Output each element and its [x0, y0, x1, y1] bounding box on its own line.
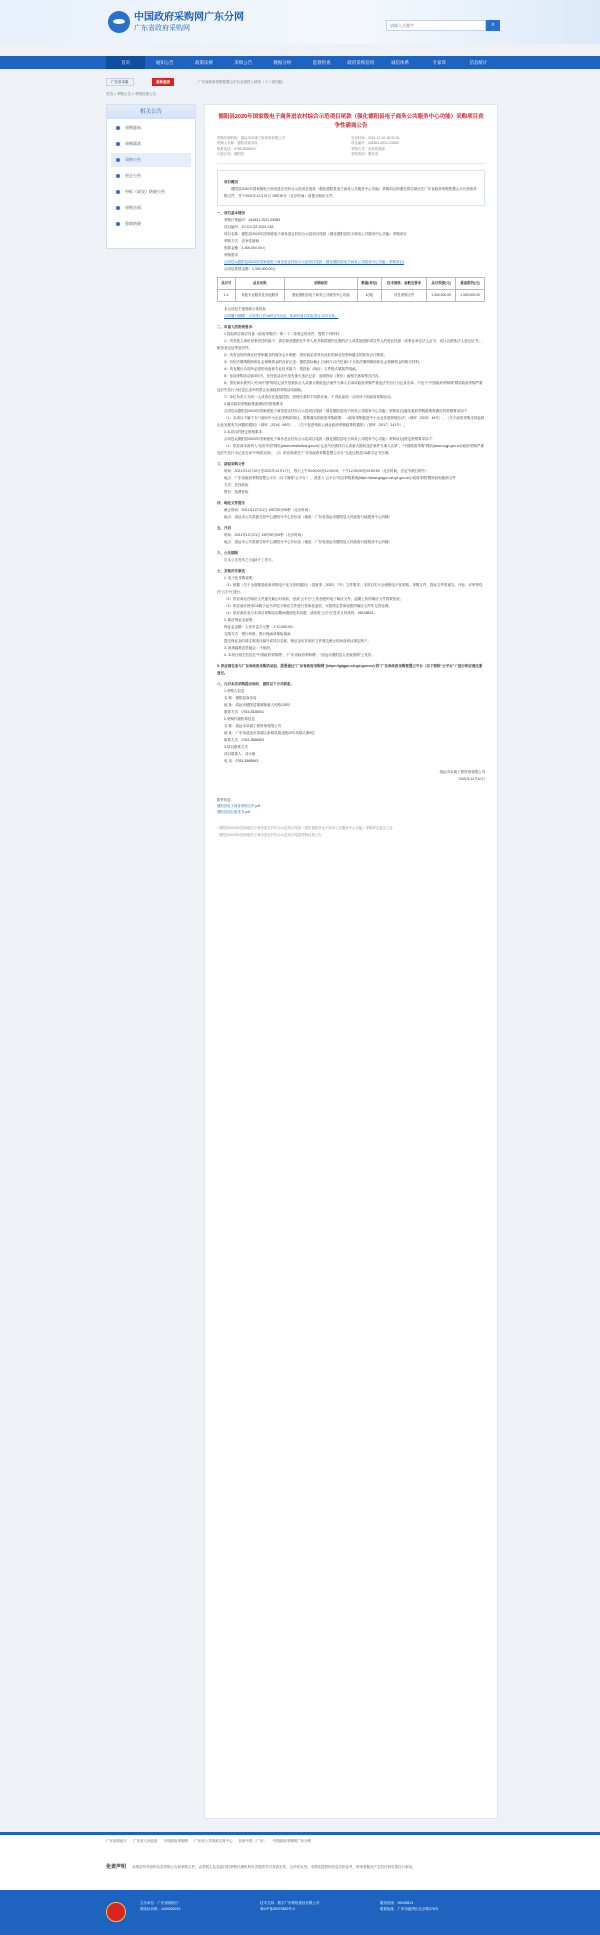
table-cell: 强化德阳县电子商务公共服务中心功能	[284, 289, 357, 301]
qualification-text: 3）有依法缴纳税收和社会保障资金的良好记录：提供投标截止日前6个月内任意1个月依法缴纳税收和社会保障资金的相关材料。	[224, 360, 423, 364]
obtain-time: 时间：2021年12月10日至2021年12月17日，每天上午00:00:00至12:00:00，下午12:00:00至23:59:59（北京时间，法定节假日除外）	[224, 469, 429, 473]
other-text: （4）供应商在参与本项目采购活动期间遇到技术问题，请致电“云平台”技术支持热线：95105813。	[224, 611, 377, 615]
site-subtitle: 广东省政府采购网	[134, 25, 190, 32]
qualification-text: 7）单位负责人为同一人或者存在直接控股、管理关系的不同供应商，不得参加同一合同项下的政府采购活动。	[224, 395, 394, 399]
footer-link[interactable]: 广东省公共资源交易中心	[194, 1839, 233, 1843]
contact-line: 联系方式：0763-8328001	[224, 710, 265, 714]
footer-link[interactable]: 信用中国（广东）	[238, 1839, 267, 1843]
other-text: 保证金金额：人民币壹万元整（￥10,000.00）	[224, 625, 296, 629]
table-cell: 1,300,000.00	[427, 289, 456, 301]
search-input[interactable]	[386, 20, 486, 31]
opening-time: 时间：2021年12月21日 15时30分00秒（北京时间）	[224, 533, 305, 537]
announcement-meta	[217, 136, 485, 158]
site-logo-icon[interactable]	[108, 11, 130, 33]
other-text: （3）供应商应使用CA数字证书对电子响应文件进行签章及加密，未按规定签章加密的响应文件作无效处理。	[224, 604, 392, 608]
table-header: 品目号	[218, 277, 236, 289]
summary-heading: 项目概况	[224, 179, 238, 184]
contact-line: 项目联系人：邓小姐	[224, 752, 256, 756]
consortium-note: 本合同包不接受联合体投标	[224, 307, 266, 311]
copyright-col	[260, 1900, 380, 1913]
qualification-text: 4）具有履行合同所必需的设备和专业技术能力：按投标（响应）文件格式填报声明函。	[224, 367, 359, 371]
related-link[interactable]: · 德阳县2020年国家级电子商务进农村综合示范项目尾款（强化德阳县电子商务公共服务中心功能）采购项目更正公告	[217, 826, 393, 831]
nav-item-supervision[interactable]: 监督检查	[312, 60, 331, 65]
headline-badge: 最新重磅	[152, 78, 174, 86]
sidebar	[106, 104, 196, 249]
nav-item-analysis[interactable]: 数据分析	[273, 60, 292, 65]
site-footer	[0, 1832, 600, 1935]
qualification-text: 6）供应商未被列入“信用中国”网站记录失信被执行人或重大税收违法案件当事人名单或政府采购严重违法失信行为记录名单；不处于“中国政府采购网”网站政府采购严重违法失信行为信息记录中的禁止参加政府采购活动期间。	[217, 381, 483, 392]
project-name: 项目名称：德阳县2020年国家级电子商务进农村综合示范项目尾款（强化德阳县电子商务公共服务中心功能）采购项目	[224, 231, 407, 236]
bullet-icon	[116, 174, 120, 178]
footer-link[interactable]: 广东省人民政府	[133, 1839, 158, 1843]
qualification-text: 合同包1(德阳县2020年国家级电子商务进农村综合示范项目尾款（强化德阳县电子商务公共服务中心功能）采购项目)落实政府采购政策需满足的资格要求如下：	[224, 409, 471, 413]
section-contacts: 八、凡对本次采购提出询问，请按以下方式联系。	[217, 682, 294, 686]
other-text: 1. 电子化采购说明：	[224, 576, 256, 580]
headline-text[interactable]: 广东省政府采购智慧云平台全面投入使用（十二项功能）	[198, 80, 286, 84]
bullet-icon	[116, 222, 120, 226]
table-cell: 其他专业服务及其他服务	[235, 289, 284, 301]
copyright-bar	[0, 1890, 600, 1935]
other-text: 3. 现场踏勘及答疑会：不组织。	[224, 646, 274, 650]
nav-item-home[interactable]: 首页	[106, 56, 145, 69]
meta-purchaser: 采购人名称：德阳县商务局	[217, 141, 258, 146]
copyright-col	[140, 1900, 260, 1913]
attachments-label: 附件信息：	[217, 798, 234, 802]
budget-amount: 预算金额：1,300,000.00元	[224, 245, 266, 250]
nav-item-experts[interactable]: 专家库	[432, 60, 446, 65]
table-header-row	[218, 277, 485, 289]
disclaimer-text: 本网站所刊登的各类采购公告和采购文件，由采购人及其委托的采购代理机构负责提供并对其真实性、合法性负责。本网站提供的信息仅供参考，使用者据此产生的任何后果自行承担。	[132, 1865, 416, 1869]
divider	[217, 163, 485, 164]
copyright-line: 主办单位：广东省财政厅	[140, 1901, 179, 1905]
requirements-label: 采购需求：	[224, 252, 242, 257]
other-text: 2. 响应保证金说明：	[224, 618, 256, 622]
table-cell: 1,300,000.00	[456, 289, 485, 301]
contact-line: 3.项目联系方式	[224, 745, 248, 749]
section-opening: 五、开启	[217, 526, 231, 530]
footer-link[interactable]: 中国政府采购网广东分网	[272, 1839, 311, 1843]
copyright-line: 技术支持：数字广东网络建设有限公司	[260, 1901, 320, 1905]
summary-text: 德阳县2020年国家级电子商务进农村综合示范项目尾款（强化德阳县电子商务公共服务中心功能）采购项目的潜在供应商应在广东省政府采购智慧云平台获取采购文件，并于2021年12月21日 15时30分（北京时间）前提交响应文件。	[224, 186, 477, 198]
procurement-method: 采购方式：竞争性磋商	[224, 238, 259, 243]
qualification-text: 1）具有独立承担民事责任的能力：供应商须提供在中华人民共和国境内注册的法人或其他组织或自然人的营业执照（或事业单位法人证书，或社会团体法人登记证书）、税务登记证等复印件。	[217, 339, 485, 350]
qualification-text: 1.投标供应商应具备《政府采购法》第二十二条规定的条件，提供下列材料：	[224, 332, 343, 336]
table-header: 数量(单位)	[357, 277, 381, 289]
search-icon: ⌕	[491, 21, 495, 28]
disclaimer-title: 免责声明	[106, 1864, 127, 1870]
meta-category: 采购类别：服务类	[351, 152, 379, 157]
plan-number: 采购计划编号：441821-2021-03083	[224, 217, 281, 222]
table-header: 品目预算(元)	[427, 277, 456, 289]
qualification-text: 2）具有良好的商业信誉和健全的财务会计制度：供应商必须具有良好的商业信誉和健全的财务会计制度。	[224, 353, 387, 357]
region-tag[interactable]: 广东省本级	[106, 78, 134, 86]
project-summary	[217, 170, 485, 206]
section-basic-info: 一、项目基本情况	[217, 210, 245, 215]
table-header: 品目名称	[235, 277, 284, 289]
signature-org: 清远市卓诚工程咨询有限公司	[439, 770, 485, 774]
requirements-table	[217, 277, 485, 302]
qualification-text: （1）供应商未被列入“信用中国”网站(www.creditchina.gov.cn)“记录失信被执行人或重大税收违法案件当事人名单”、“中国政府采购”网站(www.ccgp.gov.cn)“政府采购严重违法失信行为记录名单”中的供应商；（2）供应商须在“广东省政府采购智慧云平台”完成注册及CA数字证书办理。	[217, 444, 484, 455]
package-budget: 合同包预算金额：1,300,000.00元	[224, 266, 276, 271]
signature	[217, 769, 485, 783]
table-cell: 1(项)	[357, 289, 381, 301]
bullet-icon	[116, 126, 120, 130]
government-emblem-icon[interactable]	[106, 1902, 126, 1922]
opening-location: 地点：清远市公共资源交易中心德阳分中心开标室（地址：广东省清远市德阳县人民政府行政服务中心四楼）	[224, 540, 392, 544]
obtain-price: 售价：免费获取	[224, 490, 249, 494]
related-announcements	[217, 825, 485, 837]
nav-item-credit[interactable]: 政府采购信用	[347, 60, 375, 65]
footer-links	[106, 1839, 498, 1845]
copyright-line: 网站标识码：4400000012	[140, 1907, 181, 1912]
table-header: 技术规格、参数及要求	[381, 277, 426, 289]
bullet-icon	[116, 142, 120, 146]
contact-line: 地 址：广东省清远市清城区新城凤翔北路23号凤翔大厦9层	[224, 731, 315, 735]
section-period: 六、公告期限	[217, 551, 238, 555]
table-header: 采购标的	[284, 277, 357, 289]
qualification-text: 3.本项目的特定资格要求：	[224, 430, 266, 434]
registration-highlight: 5. 供应商在参与广东省政府采购活动前，需要通过“广东省政府采购网”(https://gdgpo.czt.gd.gov.cn/) 的“广东省政府采购智慧云平台（以下简称“云平台”）”进行供应商注册登记。	[217, 664, 483, 675]
contact-line: 地 址：清远市德阳县德城街道人民路128号	[224, 703, 291, 707]
qualification-text: 2.落实政府采购政策需满足的资格要求：	[224, 402, 287, 406]
signature-date: 2021年12月10日	[458, 777, 485, 781]
sidebar-item-acceptance[interactable]: 验收结果	[111, 217, 191, 231]
breadcrumb[interactable]: 首页 > 采购公告 > 采购结果公告	[106, 92, 156, 96]
bullet-icon	[116, 158, 120, 162]
sidebar-item-correction[interactable]: 更正公告	[111, 169, 191, 183]
table-cell: 1-1	[218, 289, 236, 301]
attachment-link[interactable]: 德阳县电子商务采购文件.pdf	[217, 804, 260, 809]
icp-link[interactable]: 粤ICP备05070829号-2	[260, 1907, 296, 1912]
headline-bar	[106, 78, 498, 87]
footer-link[interactable]: 中国政府采购网	[163, 1839, 188, 1843]
announcement-title: 德阳县2020年国家级电子商务进农村综合示范项目尾款（强化德阳县电子商务公共服务中心功能）采购项目竞争性磋商公告	[218, 114, 484, 129]
submission-location: 地点：清远市公共资源交易中心德阳分中心开标室（地址：广东省清远市德阳县人民政府行政服务中心四楼）	[224, 515, 392, 519]
announcement-period: 自本公告发布之日起5个工作日。	[224, 558, 275, 562]
table-cell: 详见采购文件	[381, 289, 426, 301]
footer-link[interactable]: 广东省财政厅	[106, 1839, 127, 1843]
main-nav	[0, 56, 600, 69]
nav-item-notices[interactable]: 通知公告	[155, 60, 174, 65]
disclaimer	[106, 1863, 498, 1883]
nav-item-policy[interactable]: 政策法规	[195, 60, 213, 65]
meta-project-no: 项目编号：441821-2021-03083	[351, 141, 399, 146]
nav-item-statistics[interactable]: 信息统计	[469, 60, 488, 65]
contact-line: 1.采购人信息	[224, 689, 245, 693]
package-link[interactable]: 合同包1(德阳县2020年国家级电子商务进农村综合示范项目尾款（强化德阳县电子商务公共服务中心功能）采购项目)	[224, 259, 405, 264]
copyright-line: 联系地址：广州市越秀区北京路376号	[380, 1907, 439, 1912]
contact-line: 电 话：0763-3568963	[224, 759, 259, 763]
obtain-location: 地点：广东省政府采购智慧云平台（以下简称“云平台”），请进入“云平台”项目采购系统(https://www.gdgpo.czt.gd.gov.cn/)“政府采购”模块获取磋商文件	[224, 476, 456, 480]
other-text: 4. 本项目相关信息在“中国政府采购网”、“广东省政府采购网”、“清远市德阳县人民政府网”上发布。	[224, 653, 375, 657]
sidebar-item-demand[interactable]: 采购需求	[111, 137, 191, 151]
search-button[interactable]	[486, 20, 500, 31]
contact-line: 联系方式：0763-3568963	[224, 738, 265, 742]
bullet-icon	[116, 206, 120, 210]
other-text: 提交保证金时请注明项目编号或项目名称，保证金应在响应文件递交截止时间前到达指定账户。	[224, 639, 371, 643]
announcement-body	[217, 170, 485, 838]
copyright-col	[380, 1900, 500, 1913]
qualification-text: 合同包1(德阳县2020年国家级电子商务进农村综合示范项目尾款（强化德阳县电子商务公共服务中心功能）采购项目)特定资格要求如下：	[224, 437, 436, 441]
sidebar-item-result[interactable]: 中标（成交）结果公告	[111, 185, 191, 199]
meta-publish-time: 发布时间：2021-12-10 18:32:26	[351, 136, 400, 141]
contact-line: 名 称：清远市卓诚工程咨询有限公司	[224, 724, 281, 728]
meta-region: 行政区划：德阳县	[217, 152, 245, 157]
sidebar-item-contract[interactable]: 采购合同	[111, 201, 191, 215]
section-qualifications: 二、申请人的资格要求：	[217, 325, 256, 329]
contract-term: 合同履行期限：合同签订后180日内完成，具体时间以实际签订合同为准。	[224, 314, 339, 318]
section-obtain-documents: 三、获取采购文件	[217, 462, 245, 466]
qualification-text: 5）参加采购活动前3年内，在经营活动中没有重大违法记录：参照投标（报价）函相关承诺格式内容。	[224, 374, 382, 378]
copyright-line: 服务热线：95105813	[380, 1901, 414, 1905]
other-text: （1）根据《关于全面推进政府采购电子化交易的通知》（清财采〔2020〕7号）文件要求，本项目实行全流程电子化采购，采购文件、投标文件的递交、开标、评审等均在“云平台”进行。	[217, 583, 483, 594]
project-number: 项目编号：ZY-CS-QT-2021-153	[224, 224, 274, 229]
meta-phone: 联系电话：0763-8328001	[217, 146, 256, 151]
other-text: 交纳方式：银行转账、银行保函或保险保函	[224, 632, 291, 636]
contact-line: 2.采购代理机构信息	[224, 717, 255, 721]
sidebar-item-announcement[interactable]: 采购公告	[111, 153, 191, 167]
other-text: （2）供应商应在响应文件递交截止时间前，登录“云平台”上传加密的电子响应文件，逾期上传的响应文件将被拒收。	[224, 597, 404, 601]
sidebar-item-intent[interactable]: 采购意向	[111, 121, 191, 135]
attachment-link[interactable]: 德阳县项目需求书.pdf	[217, 810, 250, 815]
submission-deadline: 截止时间：2021年12月21日 15时30分00秒（北京时间）	[224, 508, 312, 512]
nav-item-integrity[interactable]: 诚信体系	[391, 60, 410, 65]
table-header: 最高限价(元)	[456, 277, 485, 289]
announcement-panel	[204, 104, 498, 1819]
section-other: 七、其他补充事宜	[217, 569, 245, 573]
section-submission: 四、响应文件提交	[217, 501, 245, 505]
related-link[interactable]: · 德阳县2020年国家级电子商务进农村综合示范项目尾款采购结果公告	[217, 832, 322, 837]
table-row	[218, 289, 485, 301]
bullet-icon	[116, 190, 120, 194]
meta-method: 采购方式：竞争性磋商	[351, 146, 385, 151]
meta-agency: 采购代理机构：清远市卓诚工程咨询有限公司	[217, 136, 285, 141]
obtain-method: 方式：在线获取	[224, 483, 249, 487]
site-header	[0, 0, 600, 44]
qualification-text: （1）本项目不属于专门面向中小企业采购的项目。需要落实的政府采购政策：《政府采购促进中小企业发展管理办法》（财库〔2020〕46号）、《关于政府采购支持监狱企业发展有关问题的通知》（财库〔2014〕68号）、《关于促进残疾人就业政府采购政策的通知》（财库〔2017〕141号）。	[217, 416, 485, 427]
site-title[interactable]: 中国政府采购网广东分网	[134, 12, 244, 23]
attachments	[217, 797, 485, 815]
nav-item-procurement[interactable]: 采购公告	[234, 60, 253, 65]
contact-line: 名 称：德阳县商务局	[224, 696, 257, 700]
sidebar-title: 相关公告	[107, 105, 195, 119]
